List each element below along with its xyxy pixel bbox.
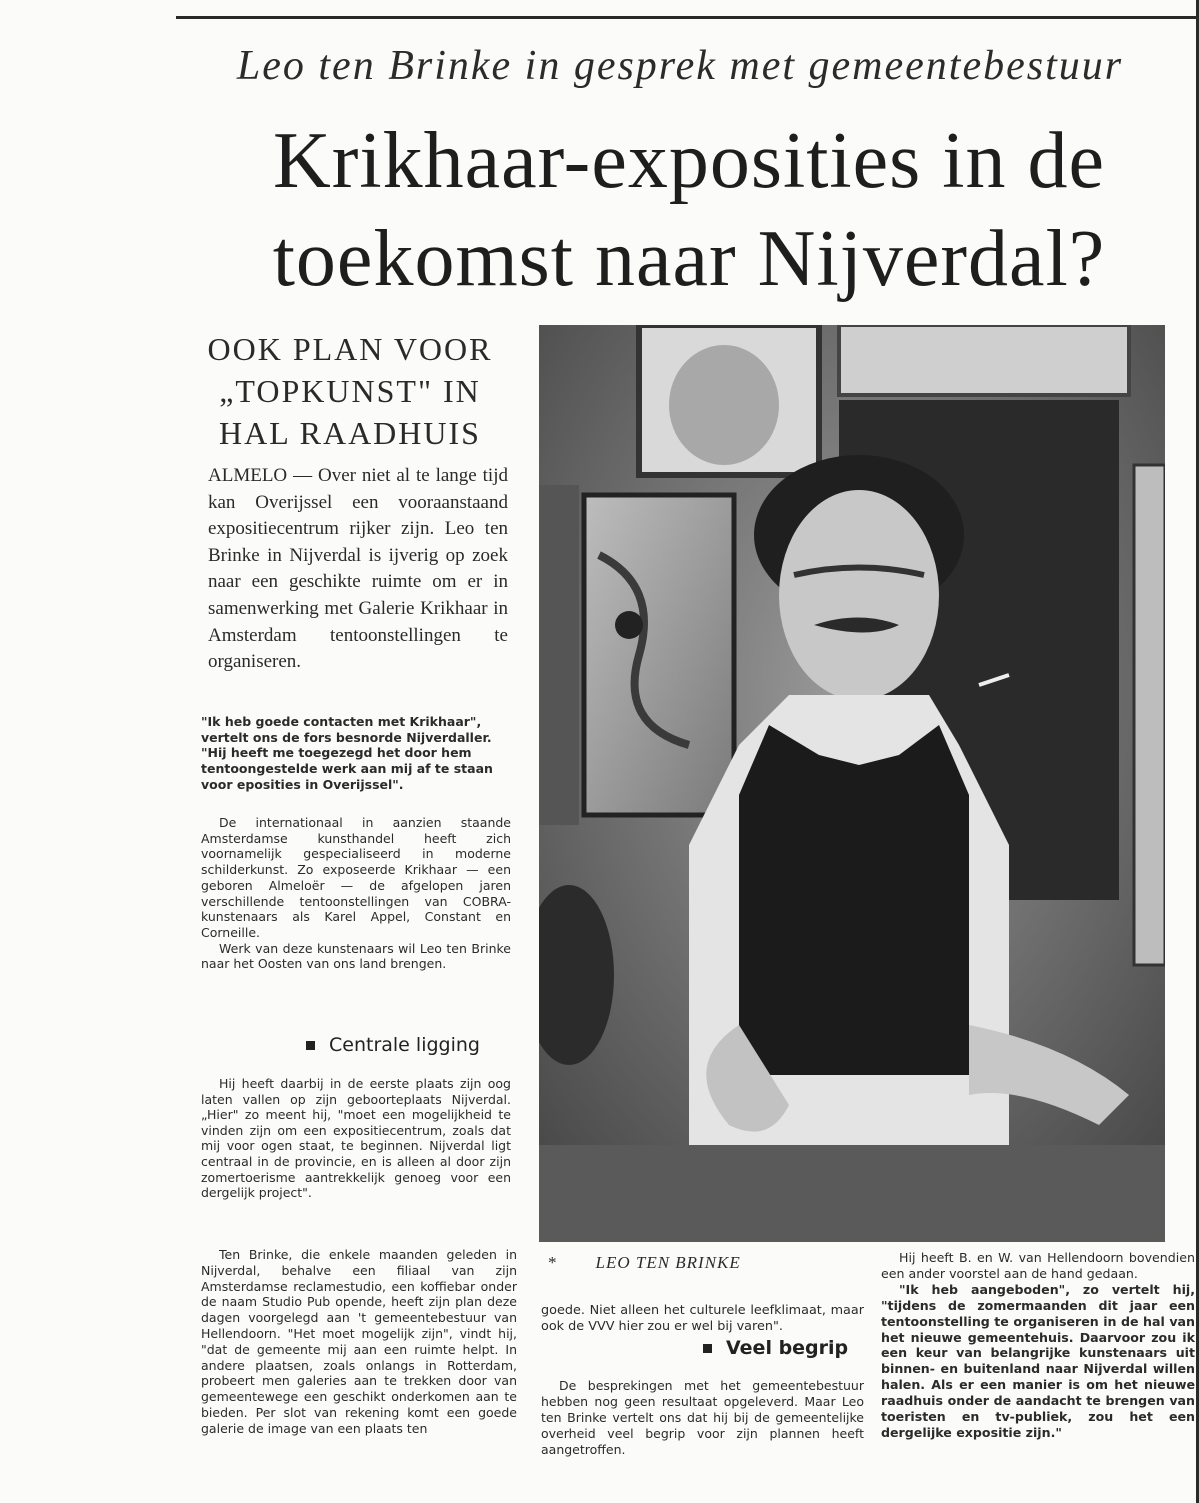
body-paragraph: Werk van deze kunstenaars wil Leo ten Brinke naar het Oosten van ons land brengen.: [201, 940, 511, 972]
body-section-1: [201, 815, 511, 972]
caption-mark: *: [548, 1253, 558, 1272]
square-bullet-icon: [703, 1344, 712, 1353]
body-paragraph: goede. Niet alleen het culturele leefklimaat, maar ook de VVV hier zou er wel bij varen".: [541, 1303, 864, 1334]
column-2-bottom: [541, 1378, 864, 1458]
square-bullet-icon: [306, 1041, 315, 1050]
portrait-photo: [539, 325, 1165, 1242]
photo-caption: [548, 1253, 878, 1273]
intertitle-text: Centrale ligging: [329, 1034, 480, 1056]
body-paragraph: Hij heeft B. en W. van Hellendoorn bovendien een ander voorstel aan de hand gedaan.: [881, 1250, 1195, 1281]
intertitle-veel-begrip: [703, 1337, 848, 1359]
body-section-2: [201, 1076, 511, 1201]
body-paragraph: Hij heeft daarbij in de eerste plaats zijn oog laten vallen op zijn geboorteplaats Nijverdal. „Hier" zo meent hij, "moet een mogelijkheid te vinden zijn om een expositiecentrum, zoals dat mij voor ogen staat, te beginnen. Nijverdal ligt centraal in de provincie, en is alleen al door zijn zomertoerisme aantrekkelijk genoeg voor een dergelijk project".: [201, 1076, 511, 1201]
headline: Krikhaar-exposities in de toekomst naar Nijverdal?: [272, 117, 1106, 303]
quote-paragraph: "Ik heb goede contacten met Krikhaar", vertelt ons de fors besnorde Nijverdaller. "Hij heeft me toegezegd het door hem tentoongestelde werk aan mij af te staan voor eposities in Overijssel".: [201, 714, 493, 792]
column-3: [881, 1250, 1195, 1441]
body-paragraph: De internationaal in aanzien staande Amsterdamse kunsthandel heeft zich voornamelijk gespecialiseerd in moderne schilderkunst. Zo exposeerde Krikhaar — een geboren Almeloër — de afgelopen jaren verschillende tentoonstellingen van COBRA-kunstenaars als Karel Appel, Constant en Corneille.: [201, 815, 511, 940]
caption-text: LEO TEN BRINKE: [595, 1253, 741, 1272]
kicker: Leo ten Brinke in gesprek met gemeentebestuur: [236, 43, 1124, 89]
intertitle-text: Veel begrip: [726, 1337, 849, 1359]
intertitle-centrale-ligging: [306, 1034, 480, 1056]
body-paragraph: "Ik heb aangeboden", zo vertelt hij, "tijdens de zomermaanden dit jaar een tentoonstelling te organiseren in de hal van het nieuwe gemeentehuis. Daarvoor zou ik een keur van belangrijke kunstenaars uit binnen- en buitenland naar Nijverdal willen halen. Als er een manier is om het nieuwe raadhuis onder de aandacht te brengen van toeristen en tv-publiek, zou het een dergelijke expositie zijn.": [881, 1281, 1195, 1440]
body-paragraph: Ten Brinke, die enkele maanden geleden in Nijverdal, behalve een filiaal van zijn Amsterdamse reclamestudio, een koffiebar onder de naam Studio Pub opende, heeft zijn plan deze dagen voorgelegd aan 't gemeentebestuur van Hellendoorn. "Het moet mogelijk zijn", vindt hij, "dat de gemeente mij aan een ruimte helpt. In andere plaatsen, zoals onlangs in Rotterdam, probeert men galeries aan te trekken door van gemeentewege een geschikt onderkomen aan te bieden. Per slot van rekening komt een goede galerie de image van een plaats ten: [201, 1247, 517, 1436]
body-paragraph: De besprekingen met het gemeentebestuur hebben nog geen resultaat opgeleverd. Maar Leo ten Brinke vertelt ons dat hij bij de gemeentelijke overheid veel begrip voor zijn plannen heeft aangetroffen.: [541, 1378, 864, 1457]
subheadline: OOK PLAN VOOR „TOPKUNST" IN HAL RAADHUIS: [207, 331, 493, 451]
lead-paragraph: ALMELO — Over niet al te lange tijd kan Overijssel een vooraanstaand expositiecentrum rijker zijn. Leo ten Brinke in Nijverdal is ijverig op zoek naar een geschikte ruimte om er in samenwerking met Galerie Krikhaar in Amsterdam tentoonstellingen te organiseren.: [208, 465, 508, 673]
column-2-top: [541, 1303, 864, 1335]
body-section-3: [201, 1247, 517, 1437]
top-rule: [176, 16, 1199, 19]
